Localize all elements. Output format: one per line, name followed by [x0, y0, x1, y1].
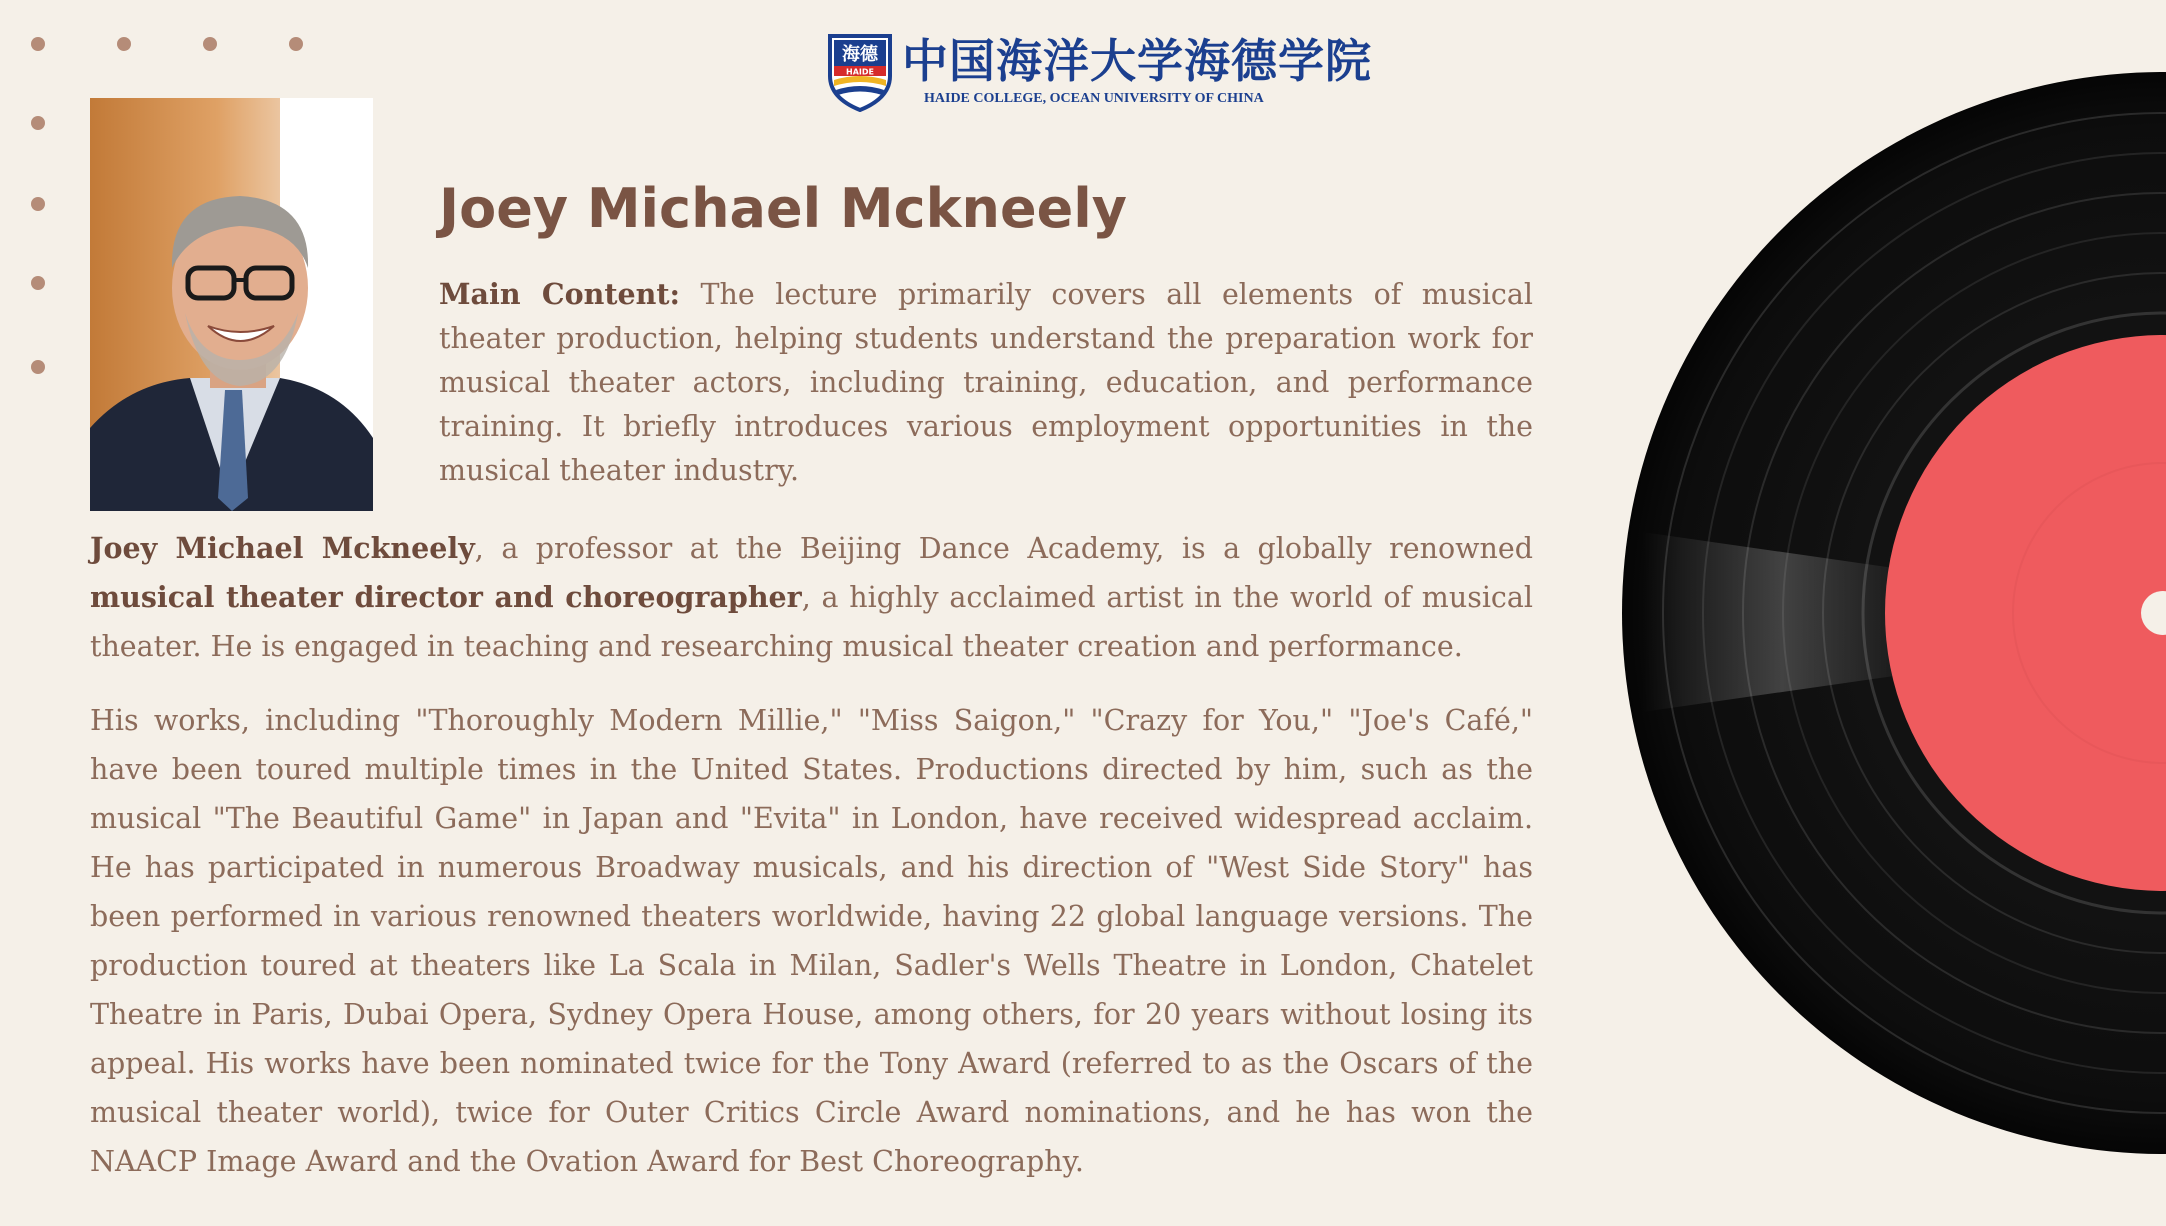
bio-text-2: , a highly acclaimed artist in the world of musical theater. He is engaged in teaching and researching musical theater creation and performance. — [90, 581, 1533, 663]
shield-emblem-icon — [826, 32, 894, 112]
shield-subtext: HAIDE — [846, 67, 874, 77]
college-name-english: HAIDE COLLEGE, OCEAN UNIVERSITY OF CHINA — [924, 91, 1264, 106]
decor-dot — [31, 116, 45, 130]
college-name-chinese: 中国海洋大学海德学院 — [902, 34, 1372, 88]
bio-name-bold: Joey Michael Mckneely — [90, 531, 475, 565]
portrait-illustration — [90, 98, 373, 511]
main-content-text: The lecture primarily covers all elements of musical theater production, helping students understand the preparation work for musical theater actors, including training, education, and performance training. It briefly introduces various employment opportunities in the musical theater industry. — [439, 278, 1533, 487]
vinyl-record-icon — [1622, 72, 2166, 1154]
bio-paragraph-intro — [90, 524, 1533, 671]
shield-text: 海德 — [842, 44, 878, 65]
decor-dot — [31, 360, 45, 374]
portrait-photo — [90, 98, 373, 511]
decor-dot — [289, 37, 303, 51]
decor-dot — [31, 276, 45, 290]
college-logo — [826, 32, 1372, 114]
main-content-label: Main Content: — [439, 277, 681, 311]
decor-dot — [203, 37, 217, 51]
bio-role-bold: musical theater director and choreographer — [90, 580, 802, 614]
bio-text-1: , a professor at the Beijing Dance Academy, is a globally renowned — [474, 532, 1533, 565]
decor-dot — [31, 197, 45, 211]
decor-dot — [31, 37, 45, 51]
bio-paragraph-works: His works, including "Thoroughly Modern Millie," "Miss Saigon," "Crazy for You," "Joe's Café," have been toured multiple times in the United States. Productions directed by him, such as the musical "The Beautiful Game" in Japan and "Evita" in London, have received widespread acclaim. He has participated in numerous Broadway musicals, and his direction of "West Side Story" has been performed in various renowned theaters worldwide, having 22 global language versions. The production toured at theaters like La Scala in Milan, Sadler's Wells Theatre in London, Chatelet Theatre in Paris, Dubai Opera, Sydney Opera House, among others, for 20 years without losing its appeal. His works have been nominated twice for the Tony Award (referred to as the Oscars of the musical theater world), twice for Outer Critics Circle Award nominations, and he has won the NAACP Image Award and the Ovation Award for Best Choreography. — [90, 704, 1533, 1178]
speaker-name-heading: Joey Michael Mckneely — [439, 177, 1127, 240]
main-content-paragraph — [439, 272, 1533, 493]
decor-dot — [117, 37, 131, 51]
